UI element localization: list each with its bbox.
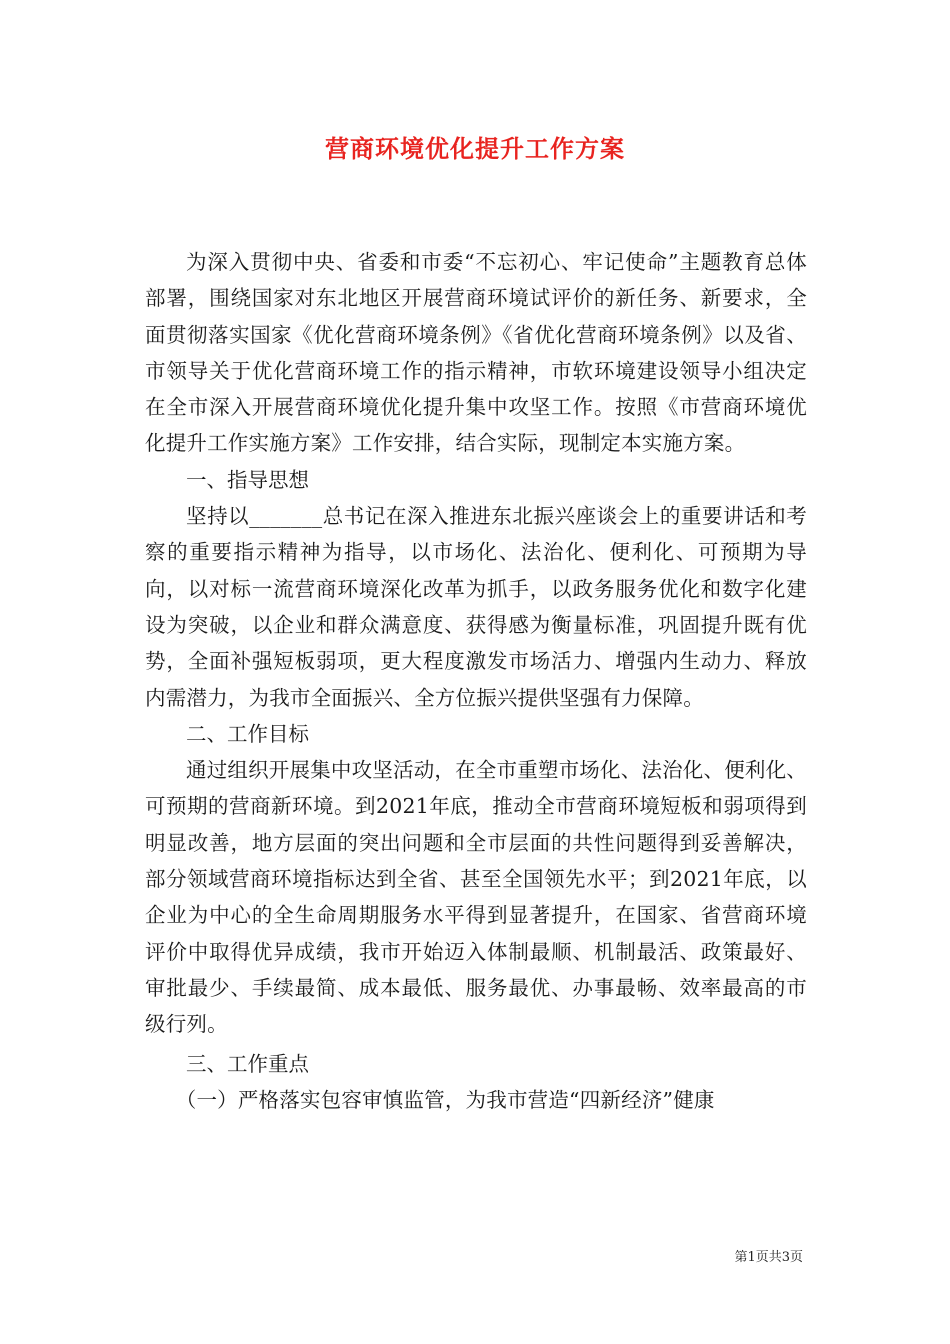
section-heading-guiding-ideology: 一、指导思想 <box>186 467 309 492</box>
work-goals-paragraph: 通过组织开展集中攻坚活动，在全市重塑市场化、法治化、便利化、可预期的营商新环境。到2021年底，推动全市营商环境短板和弱项得到明显改善，地方层面的突出问题和全市层面的共性问题得到妥善解决，部分领域营商环境指标达到全省、甚至全国领先水平；到2021年底，以企业为中心的全生命周期服务水平得到显著提升，在国家、省营商环境评价中取得优异成绩，我市开始迈入体制最顺、机制最活、政策最好、审批最少、手续最简、成本最低、服务最优、办事最畅、效率最高的市级行列。 <box>145 758 807 1037</box>
guiding-ideology-paragraph: 坚持以_______总书记在深入推进东北振兴座谈会上的重要讲话和考察的重要指示精神为指导，以市场化、法治化、便利化、可预期为导向，以对标一流营商环境深化改革为抓手，以政务服务优化和数字化建设为突破，以企业和群众满意度、获得感为衡量标准，巩固提升既有优势，全面补强短板弱项，更大程度激发市场活力、增强内生动力、释放内需潜力，为我市全面振兴、全方位振兴提供坚强有力保障。 <box>145 504 807 710</box>
document-title: 营商环境优化提升工作方案 <box>325 134 625 163</box>
section-heading-work-goals: 二、工作目标 <box>186 721 309 746</box>
document-body <box>145 244 807 1118</box>
section-heading-work-focus: 三、工作重点 <box>186 1051 309 1076</box>
page-number-label: 第1页共3页 <box>734 1250 803 1265</box>
work-focus-paragraph: （一）严格落实包容审慎监管，为我市营造“四新经济”健康 <box>175 1087 715 1112</box>
page-number-footer <box>734 1249 803 1267</box>
intro-paragraph: 为深入贯彻中央、省委和市委“不忘初心、牢记使命”主题教育总体部署，围绕国家对东北地区开展营商环境试评价的新任务、新要求，全面贯彻落实国家《优化营商环境条例》《省优化营商环境条例》以及省、市领导关于优化营商环境工作的指示精神，市软环境建设领导小组决定在全市深入开展营商环境优化提升集中攻坚工作。按照《市营商环境优化提升工作实施方案》工作安排，结合实际，现制定本实施方案。 <box>145 250 807 456</box>
